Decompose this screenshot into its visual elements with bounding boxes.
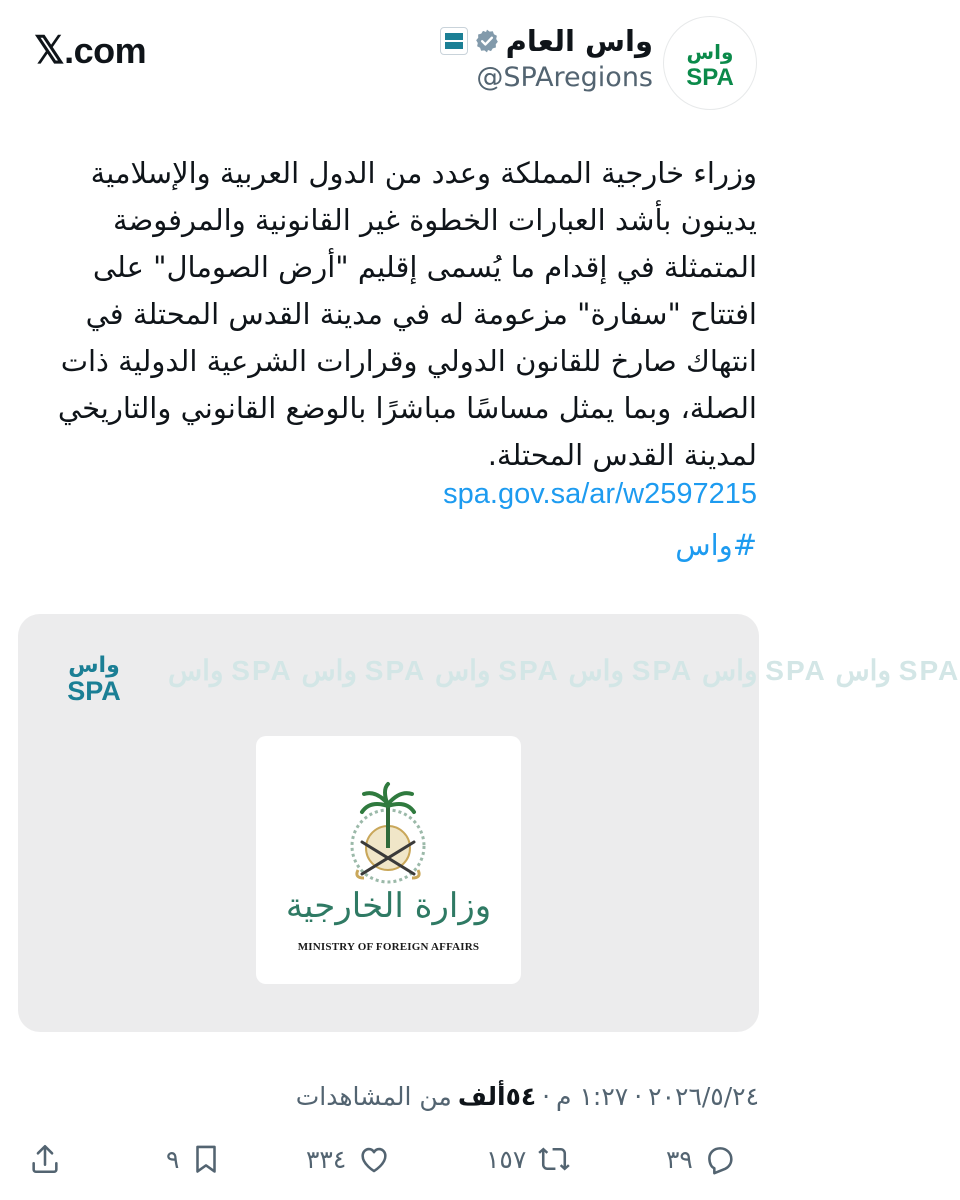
share-button[interactable] <box>28 1142 62 1176</box>
ministry-logo-card <box>256 736 521 984</box>
affiliate-badge-icon <box>440 27 468 55</box>
tweet-text: وزراء خارجية المملكة وعدد من الدول العربية والإسلامية يدينون بأشد العبارات الخطوة غير القانونية والمرفوضة المتمثلة في إقدام ما يُسمى إقليم "أرض الصومال" على افتتاح "سفارة" مزعومة له في مدينة القدس المحتلة في انتهاك صارخ للقانون الدولي وقرارات الشرعية الدولية ذات الصلة، وبما يمثل مساسًا مباشرًا بالوضع القانوني والتاريخي لمدينة القدس المحتلة. <box>57 156 757 472</box>
bookmark-count: ٩ <box>166 1144 180 1174</box>
tweet-time: ١:٢٧ م <box>556 1082 629 1111</box>
tweet-meta <box>296 1082 759 1111</box>
brand-domain: .com <box>64 30 147 71</box>
tweet-link[interactable]: spa.gov.sa/ar/w2597215 <box>443 478 757 510</box>
card-logo-top: واس <box>68 653 120 678</box>
card-logo-bottom: SPA <box>67 676 121 706</box>
meta-separator: · <box>634 1082 643 1111</box>
like-count: ٣٣٤ <box>306 1144 347 1174</box>
tweet-hashtag[interactable]: #واس <box>675 528 757 562</box>
reply-count: ٣٩ <box>666 1144 693 1174</box>
action-bar <box>0 1142 777 1190</box>
reply-icon <box>703 1142 737 1176</box>
author-avatar[interactable] <box>663 16 757 110</box>
share-icon <box>28 1142 62 1176</box>
ministry-arabic-name: وزارة الخارجية <box>285 886 492 926</box>
meta-separator: · <box>542 1082 551 1111</box>
media-card[interactable] <box>18 614 960 1032</box>
repost-icon <box>536 1142 572 1176</box>
views-count: ٥٤ألف <box>457 1082 537 1111</box>
card-spa-logo-icon <box>54 648 134 706</box>
repost-button[interactable] <box>486 1142 572 1176</box>
views-label: من المشاهدات <box>295 1082 452 1111</box>
tweet-date: ٢٠٢٦/٥/٢٤ <box>648 1082 759 1111</box>
spa-logo-icon <box>677 35 743 91</box>
reply-button[interactable] <box>666 1142 737 1176</box>
ministry-english-name: MINISTRY OF FOREIGN AFFAIRS <box>297 941 480 953</box>
ministry-emblem-icon <box>318 776 458 886</box>
avatar-logo-top: واس <box>686 40 734 64</box>
bookmark-icon <box>189 1142 223 1176</box>
card-watermark: واس SPA واس SPA واس SPA واس SPA واس SPA واس SPA <box>168 655 960 686</box>
like-button[interactable] <box>306 1142 392 1176</box>
author-name-row[interactable] <box>440 24 653 58</box>
verified-badge-icon <box>474 28 500 54</box>
heart-icon <box>356 1142 392 1176</box>
repost-count: ١٥٧ <box>486 1144 527 1174</box>
avatar-logo-bottom: SPA <box>686 64 734 91</box>
x-com-brand <box>34 28 146 73</box>
author-display-name[interactable]: واس العام <box>505 24 653 58</box>
bookmark-button[interactable] <box>166 1142 223 1176</box>
x-logo-icon: 𝕏 <box>34 30 65 72</box>
author-handle[interactable]: @SPAregions <box>476 62 653 93</box>
